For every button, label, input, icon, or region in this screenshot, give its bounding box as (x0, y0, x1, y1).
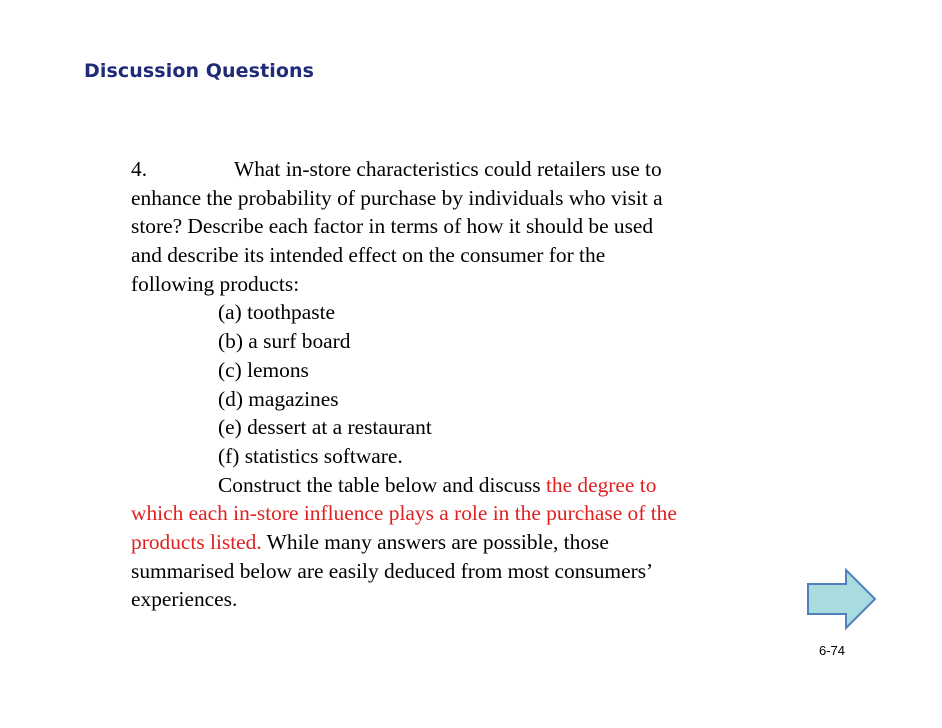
product-item-b: (b) a surf board (218, 329, 351, 354)
question-text-line-1: What in-store characteristics could retailers use to (234, 157, 662, 181)
answer-highlight-1: the degree to (545, 472, 657, 497)
product-item-a: (a) toothpaste (218, 300, 336, 325)
answer-line-1 (131, 471, 771, 500)
answer-line-2 (131, 499, 771, 528)
question-number: 4. (131, 157, 148, 181)
answer-lead: Construct the table below and discuss (218, 472, 546, 497)
answer-rest-1: While many answers are possible, those (261, 529, 609, 554)
question-body (131, 155, 771, 614)
slide-title: Discussion Questions (84, 60, 315, 82)
answer-highlight-2: which each in-store influence plays a role in the purchase of the (131, 501, 677, 526)
product-item-e: (e) dessert at a restaurant (218, 415, 432, 440)
answer-line-3 (131, 528, 771, 557)
product-item-f: (f) statistics software. (218, 443, 403, 468)
question-text-line-4: and describe its intended effect on the consumer for the (131, 243, 606, 268)
question-text-line-3: store? Describe each factor in terms of how it should be used (131, 214, 654, 239)
product-item-d: (d) magazines (218, 386, 339, 411)
question-text-line-5: following products: (131, 271, 300, 296)
answer-line-4: summarised below are easily deduced from most consumers’ (131, 558, 654, 583)
answer-line-5: experiences. (131, 587, 238, 612)
answer-highlight-3: products listed. (131, 529, 262, 554)
next-slide-button[interactable] (806, 568, 878, 630)
product-item-c: (c) lemons (218, 357, 309, 382)
question-text-line-2: enhance the probability of purchase by individuals who visit a (131, 185, 663, 210)
question-line-1 (131, 155, 771, 184)
page-number: 6-74 (819, 643, 846, 658)
right-arrow-icon (806, 568, 878, 630)
